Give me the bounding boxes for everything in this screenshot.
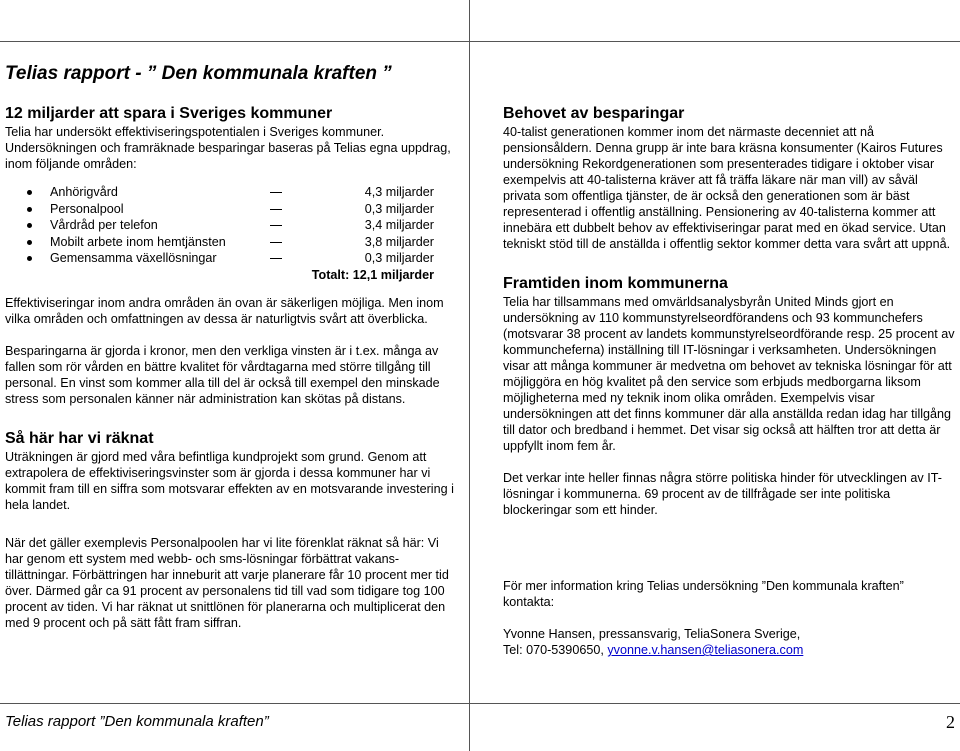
list-item (5, 250, 460, 267)
column-divider (469, 0, 470, 751)
area-name: Personalpool (50, 201, 124, 216)
left-column (5, 62, 460, 631)
section-heading-savings: 12 miljarder att spara i Sveriges kommuner (5, 105, 333, 122)
list-item (5, 234, 460, 251)
page-title: Telias rapport - ” Den kommunala kraften ” (5, 63, 392, 84)
area-name: Gemensamma växellösningar (50, 251, 217, 265)
area-name: Mobilt arbete inom hemtjänsten (50, 234, 226, 249)
area-name: Anhörigvård (50, 185, 118, 199)
savings-total: Totalt: 12,1 miljarder (311, 267, 434, 282)
list-item (5, 201, 460, 218)
dash-icon (270, 209, 282, 210)
area-value: 0,3 miljarder (364, 251, 434, 265)
right-column (503, 104, 958, 658)
area-name: Vårdråd per telefon (50, 218, 158, 232)
paragraph-future: Telia har tillsammans med omvärldsanalysbyrån United Minds gjort en undersökning av 110 kommunstyrelseordförandens och 93 kommunchefers (motsvarar 38 procent av landets kommunstyrelseordförande resp. 25 procent av kommuncheferna) inställning till IT-lösningar i verksamheten. Undersökningen visar att många kommuner är medvetna om behovet av tekniska lösningar för att möjliggöra en hög kvalitet på den service som erbjuds medborgarna liksom möjligheterna med ny teknik inom olika områden. Exempelvis visar undersökningen att det finns kommuner där alla anställda redan idag har tillgång till dator och bredband i hemmet. Det visar sig också att hälften tror att detta är uppfyllt inom fem år. (503, 295, 955, 453)
page-number: 2 (946, 712, 955, 732)
paragraph-calculation: Uträkningen är gjord med våra befintliga kundprojekt som grund. Genom att extrapolera de effektiviseringsvinster som är gjorda i dessa kommuner har vi kommit fram till en siffra som motsvarar effekten av en motsvarande investering i hela landet. (5, 449, 454, 512)
bullet-icon (27, 207, 32, 212)
header-rule (0, 41, 960, 42)
dash-icon (270, 242, 282, 243)
contact-phone-line (503, 642, 958, 658)
bullet-icon (27, 190, 32, 195)
footer-title: Telias rapport ”Den kommunala kraften” (5, 713, 269, 730)
savings-list (5, 184, 460, 267)
list-item (5, 217, 460, 234)
paragraph-political: Det verkar inte heller finnas några större politiska hinder för utvecklingen av IT-lösningar i kommunerna. 69 procent av de tillfrågade ser inte politiska blockeringar som ett hinder. (503, 471, 942, 517)
list-item (5, 184, 460, 201)
footer-rule (0, 703, 960, 704)
paragraph-savings-value: Besparingarna är gjorda i kronor, men den verkliga vinsten är i t.ex. många av fallen som rör vården en bättre kvalitet för vårdtagarna med större tillgång till personal. En vinst som kommer alla till del är också till exempel den minskade stress som personalen känner när administration kan skötas på distans. (5, 343, 440, 406)
section-heading-calculation: Så här har vi räknat (5, 429, 154, 447)
bullet-icon (27, 256, 32, 261)
dash-icon (270, 225, 282, 226)
section-heading-future: Framtiden inom kommunerna (503, 275, 728, 292)
dash-icon (270, 192, 282, 193)
dash-icon (270, 258, 282, 259)
paragraph-need: 40-talist generationen kommer inom det närmaste decenniet att nå pensionsåldern. Denna grupp är inte bara kräsna konsumenter (Kairos Futures undersökning Rekordgenerationen som presenterades tidigare i oktober visar exempelvis att 40-talisterna kräver att få träffa läkare när man vill) av såväl privata som offentliga tjänster, de är också den generationen som är bäst representerad i offentlig anställning. Pensionering av 40-talisterna kommer att innebära ett dubbelt behov av effektiviseringar parat med en ökad service. Utan tekniskt stöd till de anställda i offentlig sektor kommer detta vara svårt att uppnå. (503, 125, 951, 251)
area-value: 3,8 miljarder (364, 234, 434, 249)
area-value: 4,3 miljarder (364, 185, 434, 199)
intro-line: Telia har undersökt effektiviseringspotentialen i Sveriges kommuner. (5, 125, 385, 139)
bullet-icon (27, 240, 32, 245)
contact-email-link[interactable]: yvonne.v.hansen@teliasonera.com (607, 643, 804, 657)
area-value: 0,3 miljarder (364, 201, 434, 216)
area-value: 3,4 miljarder (364, 218, 434, 232)
paragraph-more-info: För mer information kring Telias undersökning ”Den kommunala kraften” kontakta: (503, 579, 904, 609)
paragraph-personnel-pool: När det gäller exemplevis Personalpoolen har vi lite förenklat räknat så här: Vi har genom ett system med webb- och sms-lösningar förbättrat vakans-tillättningar. Förbättringen har inneburit att varje planerare får 10 procent mer tid över. Därmed går ca 91 procent av personalens tid till vad som tidigare tog 100 procent av tiden. Vi har räknat ut snittlönen för planerarna och multiplicerat den med 9 procent och på sätt fått fram siffran. (5, 535, 449, 630)
paragraph-efficiency: Effektiviseringar inom andra områden än ovan är säkerligen möjliga. Men inom vilka områden och omfattningen av dessa är naturligtvis svårt att överblicka. (5, 295, 444, 326)
contact-phone: Tel: 070-5390650, (503, 643, 608, 657)
bullet-icon (27, 223, 32, 228)
section-heading-need: Behovet av besparingar (503, 105, 685, 122)
intro-text: Undersökningen och framräknade besparingar baseras på Telias egna uppdrag, inom följande områden: (5, 141, 451, 171)
contact-name: Yvonne Hansen, pressansvarig, TeliaSonera Sverige, (503, 627, 801, 641)
